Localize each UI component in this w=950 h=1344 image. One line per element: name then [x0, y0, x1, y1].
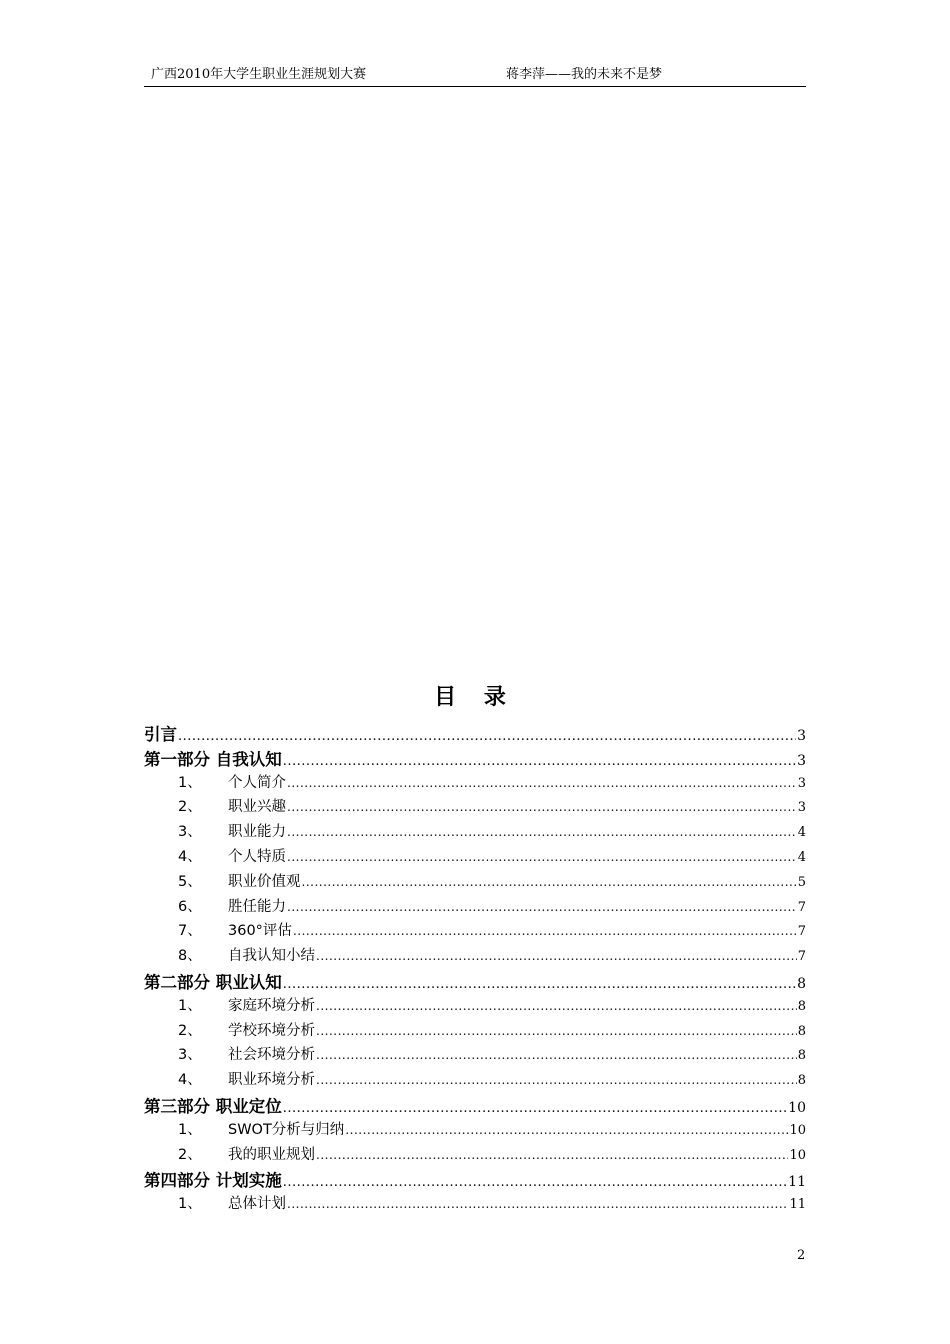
- toc-leader: [287, 900, 797, 914]
- toc-subentry-label: 职业能力: [228, 824, 286, 841]
- toc-entry-label: 第一部分 自我认知: [144, 749, 282, 769]
- toc-entry-page: 8: [797, 975, 806, 992]
- toc-subentry-number: 1、: [178, 997, 202, 1014]
- toc-entry-page: 11: [788, 1174, 806, 1191]
- toc-leader: [287, 1197, 788, 1211]
- toc-subentry-number: 1、: [178, 774, 202, 791]
- toc-leader: [316, 999, 797, 1013]
- toc-leader: [293, 924, 797, 938]
- toc-entry[interactable]: [144, 1093, 806, 1118]
- header-left-text: 广西2010年大学生职业生涯规划大赛: [151, 67, 367, 82]
- toc-subentry-number: 6、: [178, 898, 202, 915]
- toc-leader: [302, 875, 797, 889]
- toc-subentry[interactable]: [144, 795, 806, 820]
- toc-entry-label: 第四部分 计划实施: [144, 1171, 282, 1191]
- toc-subentry[interactable]: [144, 870, 806, 895]
- toc-subentry[interactable]: [144, 919, 806, 944]
- toc-subentry-number: 5、: [178, 873, 202, 890]
- toc-leader: [283, 754, 796, 769]
- toc-subentry-page: 11: [789, 1197, 806, 1213]
- toc-subentry-label: 胜任能力: [228, 898, 286, 915]
- toc-subentry[interactable]: [144, 1192, 806, 1217]
- toc-subentry-number: 4、: [178, 1072, 202, 1089]
- toc-leader: [178, 729, 796, 744]
- toc-subentry-number: 1、: [178, 1196, 202, 1213]
- toc-subentry-page: 10: [789, 1147, 806, 1163]
- toc-subentry-label: 社会环境分析: [228, 1047, 315, 1064]
- table-of-contents: [144, 721, 806, 1217]
- toc-subentry-label: SWOT分析与归纳: [228, 1121, 345, 1138]
- toc-subentry[interactable]: [144, 1068, 806, 1093]
- toc-subentry-page: 4: [797, 825, 806, 841]
- toc-leader: [316, 1024, 797, 1038]
- toc-leader: [316, 949, 797, 963]
- toc-subentry[interactable]: [144, 771, 806, 796]
- toc-subentry-label: 职业兴趣: [228, 799, 286, 816]
- toc-subentry-page: 7: [797, 899, 806, 915]
- toc-entry-page: 10: [788, 1099, 806, 1116]
- toc-entry-label: 第二部分 职业认知: [144, 972, 282, 992]
- toc-subentry-page: 7: [797, 949, 806, 965]
- toc-subentry-label: 学校环境分析: [228, 1022, 315, 1039]
- toc-leader: [283, 977, 796, 992]
- toc-leader: [283, 1175, 787, 1190]
- toc-subentry[interactable]: [144, 944, 806, 969]
- toc-leader: [316, 1148, 788, 1162]
- toc-subentry-label: 个人特质: [228, 848, 286, 865]
- toc-subentry[interactable]: [144, 994, 806, 1019]
- toc-subentry-number: 2、: [178, 1146, 202, 1163]
- toc-subentry-label: 总体计划: [228, 1196, 286, 1213]
- toc-subentry-page: 8: [797, 998, 806, 1014]
- toc-subentry-page: 3: [797, 800, 806, 816]
- toc-entry-page: 3: [797, 752, 806, 769]
- toc-subentry-number: 2、: [178, 799, 202, 816]
- toc-subentry[interactable]: [144, 820, 806, 845]
- toc-subentry-page: 8: [797, 1073, 806, 1089]
- toc-subentry-number: 3、: [178, 824, 202, 841]
- toc-entry-page: 3: [797, 728, 806, 744]
- toc-leader: [316, 1073, 797, 1087]
- page-number: 2: [797, 1248, 806, 1263]
- toc-subentry-page: 8: [797, 1023, 806, 1039]
- toc-subentry-label: 家庭环境分析: [228, 997, 315, 1014]
- toc-subentry[interactable]: [144, 1143, 806, 1168]
- toc-leader: [287, 800, 797, 814]
- toc-leader: [283, 1101, 787, 1116]
- toc-subentry-number: 7、: [178, 923, 202, 940]
- toc-leader: [345, 1123, 788, 1137]
- toc-leader: [287, 825, 797, 839]
- toc-subentry-label: 自我认知小结: [228, 948, 315, 965]
- toc-subentry-page: 10: [789, 1122, 806, 1138]
- toc-leader: [316, 1048, 797, 1062]
- toc-subentry-label: 职业价值观: [228, 873, 301, 890]
- page-header: [144, 64, 806, 87]
- toc-subentry[interactable]: [144, 895, 806, 920]
- toc-subentry[interactable]: [144, 1118, 806, 1143]
- toc-subentry-page: 7: [797, 924, 806, 940]
- toc-entry[interactable]: [144, 969, 806, 994]
- toc-subentry-label: 个人简介: [228, 774, 286, 791]
- toc-subentry[interactable]: [144, 845, 806, 870]
- toc-entry[interactable]: [144, 1167, 806, 1192]
- toc-leader: [287, 776, 797, 790]
- toc-subentry[interactable]: [144, 1019, 806, 1044]
- toc-subentry-number: 4、: [178, 848, 202, 865]
- toc-subentry-number: 3、: [178, 1047, 202, 1064]
- toc-entry[interactable]: [144, 746, 806, 771]
- header-right-text: 蒋李萍——我的未来不是梦: [506, 67, 663, 82]
- toc-leader: [287, 850, 797, 864]
- toc-subentry[interactable]: [144, 1043, 806, 1068]
- toc-subentry-page: 3: [797, 775, 806, 791]
- toc-subentry-page: 5: [797, 874, 806, 890]
- toc-subentry-page: 4: [797, 849, 806, 865]
- toc-subentry-number: 8、: [178, 948, 202, 965]
- toc-entry-label: 引言: [144, 725, 177, 744]
- toc-subentry-number: 1、: [178, 1121, 202, 1138]
- toc-entry[interactable]: [144, 721, 806, 746]
- toc-subentry-page: 8: [797, 1048, 806, 1064]
- toc-subentry-label: 我的职业规划: [228, 1146, 315, 1163]
- toc-subentry-label: 360°评估: [228, 923, 292, 940]
- toc-subentry-number: 2、: [178, 1022, 202, 1039]
- toc-entry-label: 第三部分 职业定位: [144, 1096, 282, 1116]
- toc-title: 目 录: [434, 685, 516, 710]
- toc-subentry-label: 职业环境分析: [228, 1072, 315, 1089]
